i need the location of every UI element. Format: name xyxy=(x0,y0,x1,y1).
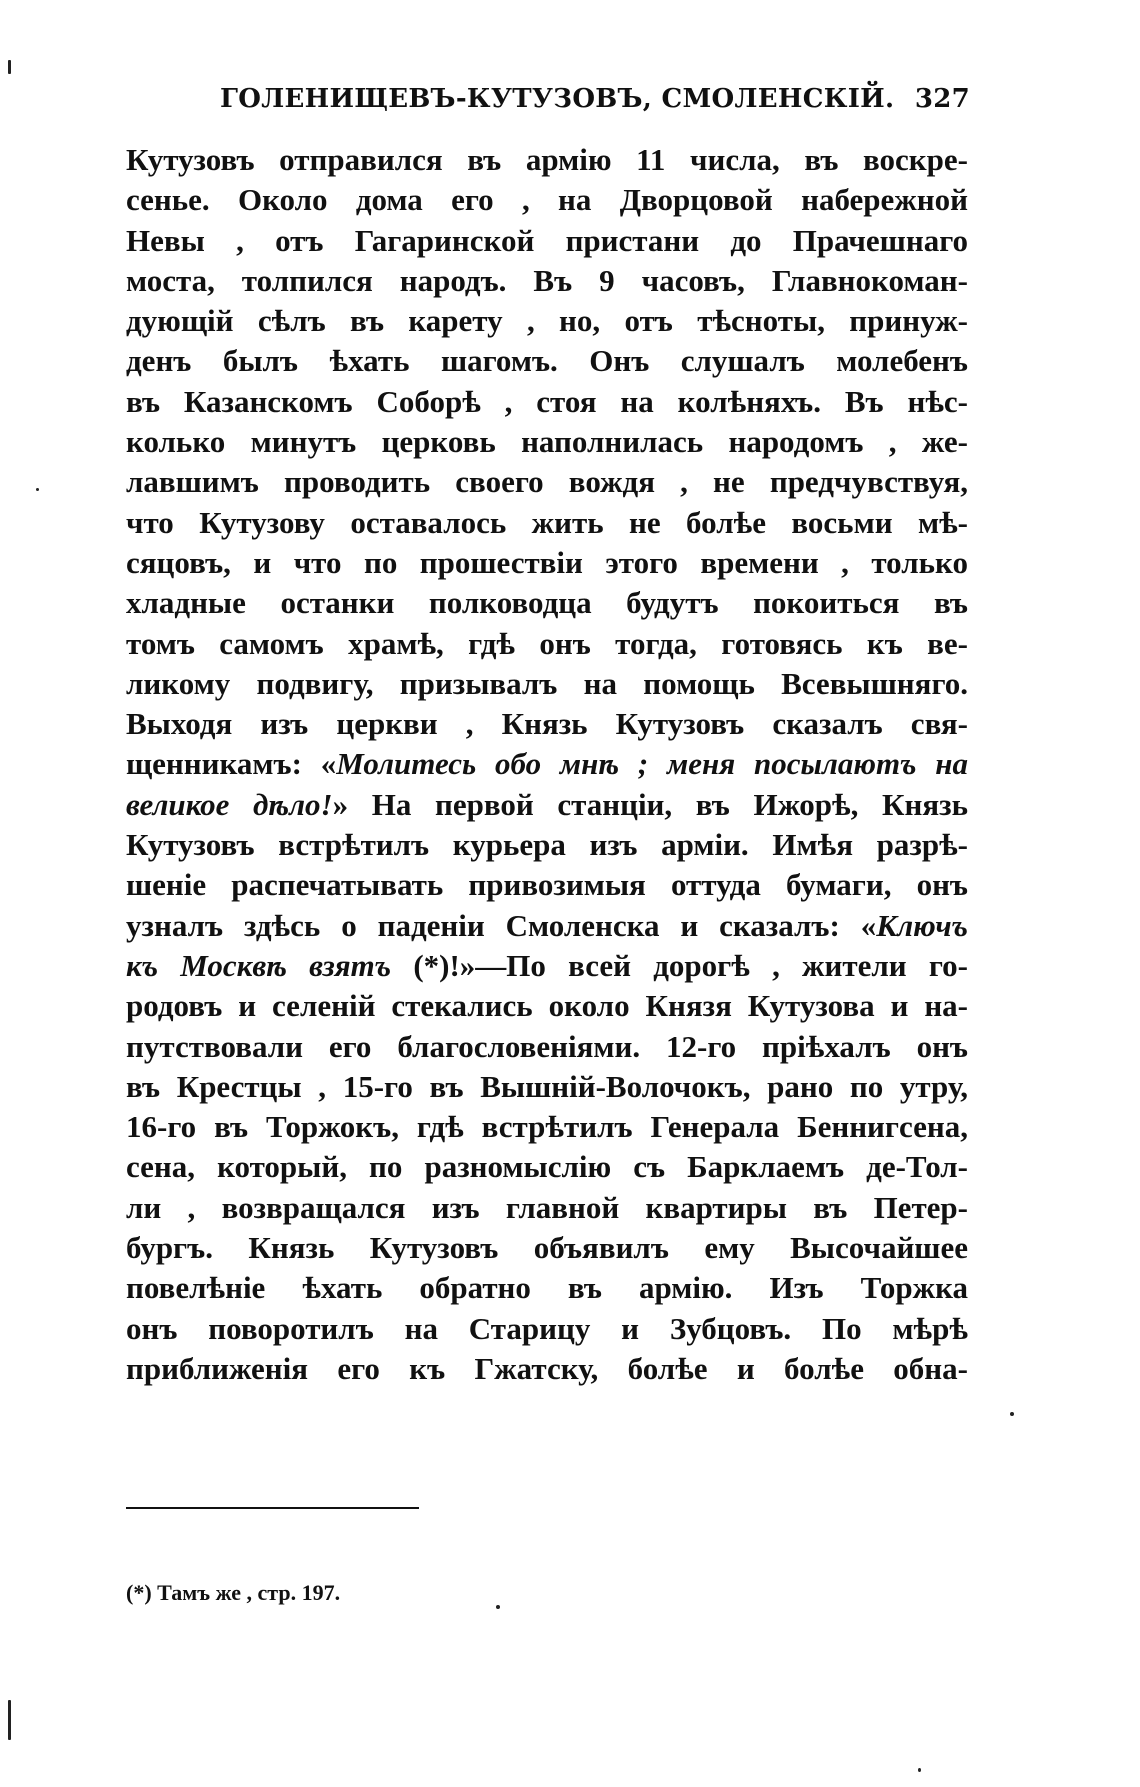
text-segment: узналъ здѣсь о паденіи Смоленска и сказалъ: « xyxy=(126,907,877,943)
text-line: томъ самомъ храмѣ, гдѣ онъ тогда, готовясь къ ве- xyxy=(126,625,968,661)
print-speck xyxy=(8,60,11,74)
text-line: колько минутъ церковь наполнилась народомъ , же- xyxy=(126,424,968,460)
quote-italic: Молитесь обо мнѣ ; меня посылаютъ на xyxy=(336,746,968,782)
text-line: сяцовъ, и что по прошествіи этого времени , только xyxy=(126,544,968,580)
quote-italic: Ключъ xyxy=(876,907,968,943)
text-line: сена, который, по разномыслію съ Барклаемъ де-Тол- xyxy=(126,1149,968,1185)
text-line: Кутузовъ встрѣтилъ курьера изъ арміи. Имѣя разрѣ- xyxy=(126,827,968,863)
text-line: Кутузовъ отправился въ армію 11 числа, въ воскре- xyxy=(126,142,968,177)
page-header xyxy=(200,76,970,116)
footnote-rule xyxy=(126,1507,419,1509)
print-speck xyxy=(918,1768,921,1772)
print-speck xyxy=(1010,1412,1014,1416)
text-line: онъ поворотилъ на Старицу и Зубцовъ. По мѣрѣ xyxy=(126,1310,968,1346)
text-line: Выходя изъ церкви , Князь Кутузовъ сказалъ свя- xyxy=(126,706,968,742)
quote-italic: къ Москвѣ взятъ xyxy=(126,947,392,983)
text-line: ликому подвигу, призывалъ на помощь Всевышняго. xyxy=(126,665,968,701)
text-line: въ Казанскомъ Соборѣ , стоя на колѣняхъ. Въ нѣс- xyxy=(126,383,968,419)
text-line: лавшимъ проводить своего вождя , не предчувствуя, xyxy=(126,464,968,500)
text-line: въ Крестцы , 15-го въ Вышній-Волочокъ, рано по утру, xyxy=(126,1068,968,1104)
footnote: (*) Тамъ же , стр. 197. xyxy=(126,1580,341,1605)
text-segment: щенникамъ: « xyxy=(126,746,337,782)
print-speck xyxy=(36,488,39,491)
text-line: родовъ и селеній стекались около Князя Кутузова и на- xyxy=(126,988,968,1024)
text-line-quote-end xyxy=(126,946,968,986)
text-line: повелѣніе ѣхать обратно въ армію. Изъ Торжка xyxy=(126,1270,968,1306)
text-line-quote-end xyxy=(126,785,968,825)
text-line: ли , возвращался изъ главной квартиры въ Петер- xyxy=(126,1189,968,1225)
text-line-quote-start xyxy=(126,744,968,784)
text-line: путствовали его благословеніями. 12-го пріѣхалъ онъ xyxy=(126,1028,968,1064)
text-line: что Кутузову оставалось жить не болѣе восьми мѣ- xyxy=(126,504,968,540)
text-line: хладные останки полководца будутъ покоиться въ xyxy=(126,585,968,621)
text-line-quote-start xyxy=(126,906,968,946)
text-line: дующій сѣлъ въ карету , но, отъ тѣсноты, принуж- xyxy=(126,303,968,339)
text-segment: (*)!»—По всей дорогѣ , жители го- xyxy=(391,947,968,983)
text-line: сенье. Около дома его , на Дворцовой набережной xyxy=(126,182,968,218)
quote-italic: великое дѣло! xyxy=(126,786,333,822)
text-line: бургъ. Князь Кутузовъ объявилъ ему Высочайшее xyxy=(126,1230,968,1266)
body-text xyxy=(126,140,968,1389)
text-line: моста, толпился народъ. Въ 9 часовъ, Главнокоман- xyxy=(126,262,968,298)
page-number: 327 xyxy=(914,84,970,114)
text-line: 16-го въ Торжокъ, гдѣ встрѣтилъ Генерала Беннигсена, xyxy=(126,1109,968,1145)
text-line: приближенія его къ Гжатску, болѣе и болѣе обна- xyxy=(126,1350,968,1386)
text-segment: » На первой станціи, въ Ижорѣ, Князь xyxy=(332,786,968,822)
print-speck xyxy=(8,1700,11,1740)
running-title: ГОЛЕНИЩЕВЪ-КУТУЗОВЪ, СМОЛЕНСКІЙ. xyxy=(220,84,895,114)
text-line: Невы , отъ Гагаринской пристани до Прачешнаго xyxy=(126,222,968,258)
print-speck xyxy=(496,1605,500,1609)
text-line: шеніе распечатывать привозимыя оттуда бумаги, онъ xyxy=(126,867,968,903)
text-line: денъ былъ ѣхать шагомъ. Онъ слушалъ молебенъ xyxy=(126,343,968,379)
